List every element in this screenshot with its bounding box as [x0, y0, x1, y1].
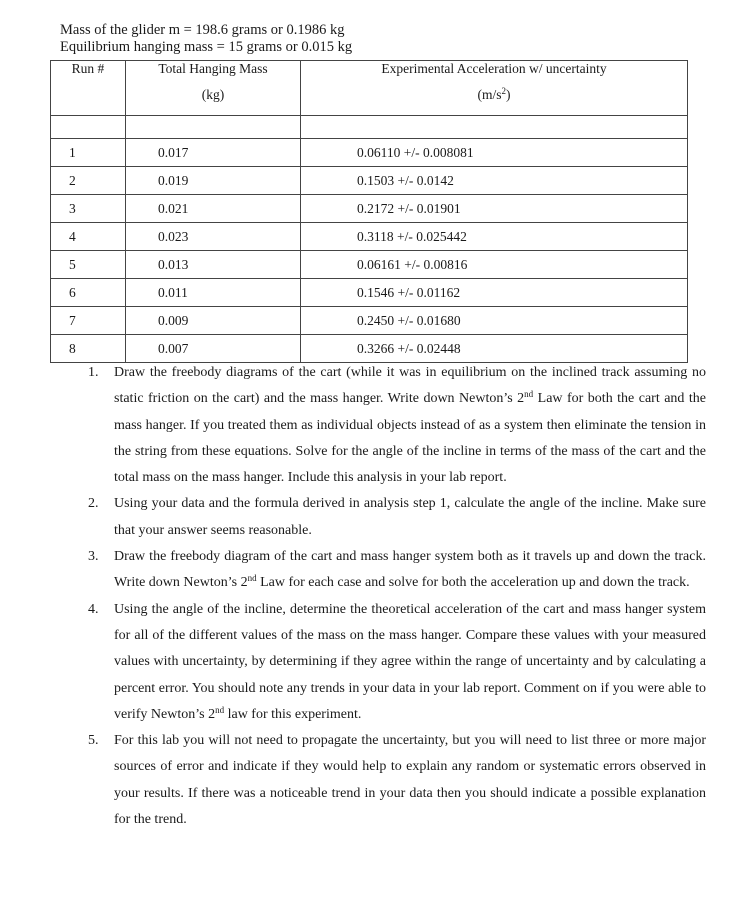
glider-mass-text: Mass of the glider m = 198.6 grams or 0.1986 kg [60, 22, 345, 38]
analysis-step [78, 360, 706, 491]
table-row: 1 0.017 0.06110 +/- 0.008081 [51, 139, 688, 167]
step-text: Draw the freebody diagrams of the cart (while it was in equilibrium on the inclined track assuming no static friction on the cart) and the mass hanger. Write down Newton’s 2nd Law for both the cart and the mass hanger. If you treated them as individual objects instead of as a system then eliminate the tension in the string from these equations. Solve for the angle of the incline in terms of the mass of the cart and the total mass on the mass hanger. Include this analysis in your lab report. [114, 365, 706, 486]
analysis-step [78, 597, 706, 728]
step-text: Using your data and the formula derived in analysis step 1, calculate the angle of the incline. Make sure that your answer seems reasonable. [114, 496, 706, 538]
step-number: 4. [88, 601, 99, 617]
analysis-step [78, 544, 706, 597]
experiment-header [60, 22, 352, 56]
table-header-row [51, 61, 688, 116]
table-row: 5 0.013 0.06161 +/- 0.00816 [51, 251, 688, 279]
analysis-steps [78, 360, 706, 833]
step-number: 5. [88, 733, 99, 749]
table-row: 4 0.023 0.3118 +/- 0.025442 [51, 223, 688, 251]
step-text: Using the angle of the incline, determine the theoretical acceleration of the cart and mass hanger system for all of the different values of the mass on the mass hanger. Compare these values with your measured values with uncertainty, by determining if they agree within the range of uncertainty and by calculating a percent error. You should note any trends in your data in your lab report. Comment on if you were able to verify Newton’s 2nd law for this experiment. [114, 601, 706, 722]
header-hanging-mass: Total Hanging Mass (kg) [126, 61, 301, 116]
table-row: 7 0.009 0.2450 +/- 0.01680 [51, 307, 688, 335]
analysis-step [78, 728, 706, 833]
equilibrium-mass-text: Equilibrium hanging mass = 15 grams or 0.015 kg [60, 39, 353, 55]
acceleration-unit: $(m/s^2)$ [477, 86, 511, 102]
header-acceleration: Experimental Acceleration w/ uncertainty $(m/s^2)$ [301, 61, 688, 116]
step-text: Draw the freebody diagram of the cart and mass hanger system both as it travels up and down the track. Write down Newton’s 2nd Law for each case and solve for both the acceleration up and down the track. [114, 549, 706, 591]
table-row: 3 0.021 0.2172 +/- 0.01901 [51, 195, 688, 223]
step-number: 2. [88, 496, 99, 512]
header-run: Run # [51, 61, 126, 116]
results-table [50, 60, 688, 363]
table-row: 6 0.011 0.1546 +/- 0.01162 [51, 279, 688, 307]
table-row: 8 0.007 0.3266 +/- 0.02448 [51, 335, 688, 363]
step-number: 1. [88, 365, 99, 380]
table-row: 2 0.019 0.1503 +/- 0.0142 [51, 167, 688, 195]
spacer-row [51, 116, 688, 139]
step-text: For this lab you will not need to propagate the uncertainty, but you will need to list three or more major sources of error and indicate if they would help to explain any random or systematic errors observed in your results. If there was a noticeable trend in your data then you should indicate a possible explanation for the trend. [114, 733, 706, 828]
mass-unit: (kg) [201, 87, 225, 102]
step-number: 3. [88, 549, 99, 565]
analysis-step [78, 491, 706, 544]
